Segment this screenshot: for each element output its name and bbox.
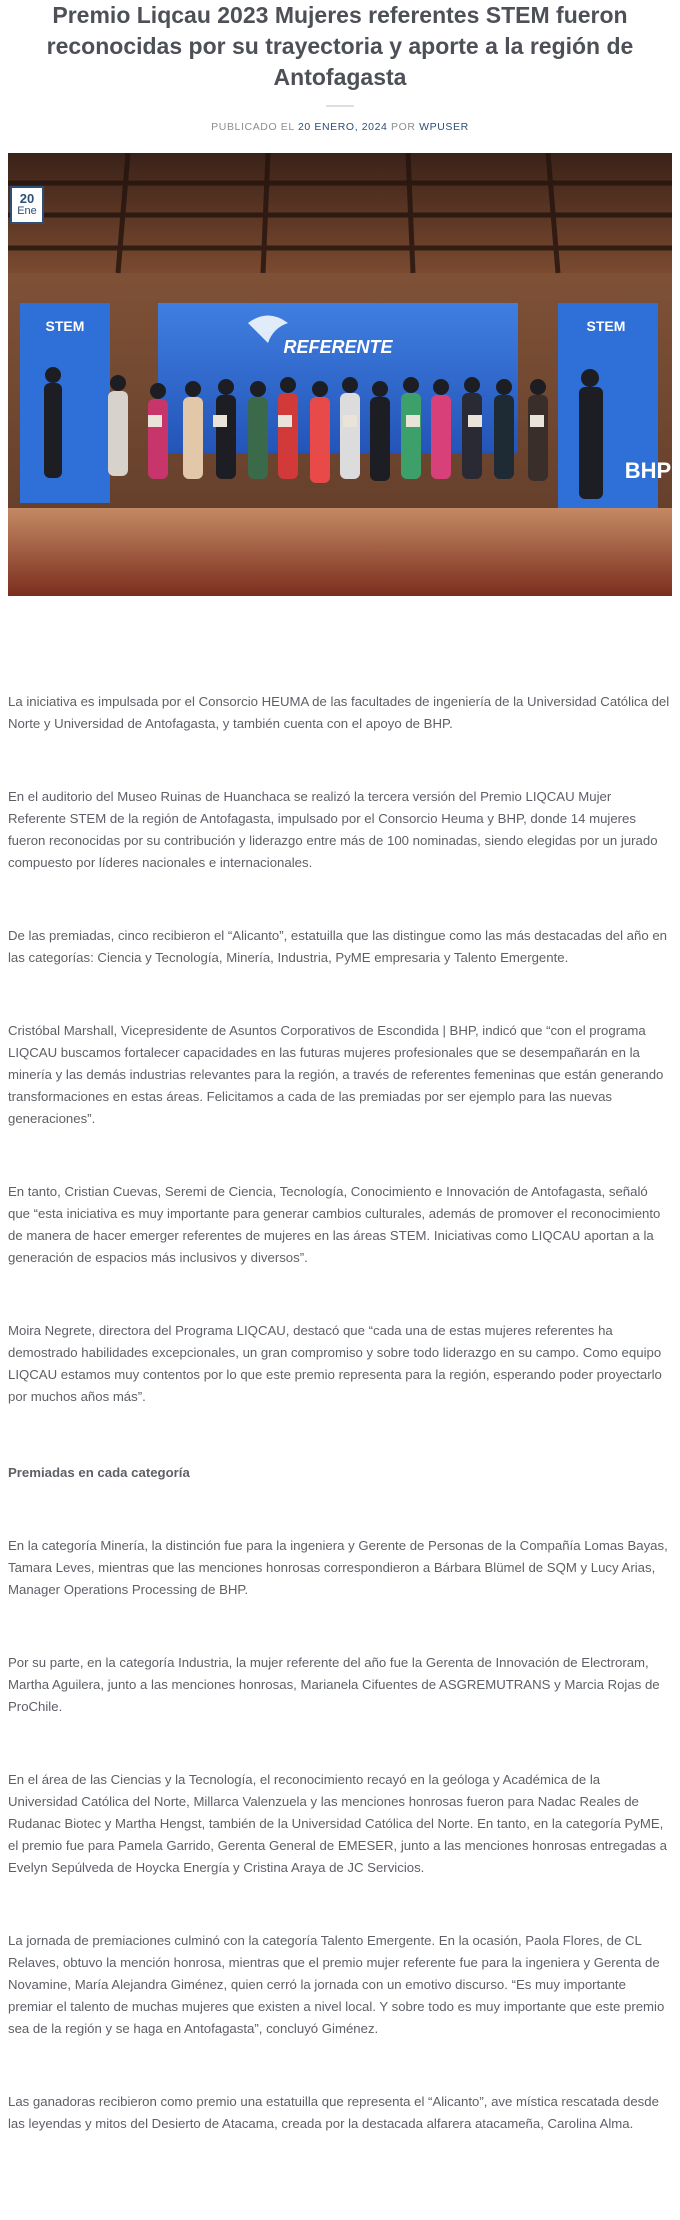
paragraph: En la categoría Minería, la distinción fue para la ingeniera y Gerente de Personas de la Compañía Lomas Bayas, Tamara Leves, mientras que las menciones honrosas correspondieron a Bárbara Blümel de SQM y Lucy Arias, Manager Operations Processing de BHP. xyxy=(8,1538,668,1597)
banner-text: REFERENTE xyxy=(283,337,393,357)
paragraph: De las premiadas, cinco recibieron el “Alicanto”, estatuilla que las distingue como las más destacadas del año en las categorías: Ciencia y Tecnología, Minería, Industria, PyME empresaria y Talento Emergente. xyxy=(8,928,667,965)
side-sign-left: STEM xyxy=(45,318,85,334)
side-sign-right: STEM xyxy=(586,318,626,334)
meta-by: POR xyxy=(391,121,416,133)
meta-prefix: PUBLICADO EL xyxy=(211,121,295,133)
paragraph: Las ganadoras recibieron como premio una estatuilla que representa el “Alicanto”, ave mística rescatada desde las leyendas y mitos del Desierto de Atacama, creada por la destacada alfarera atacameña, Carolina Alma. xyxy=(8,2094,659,2131)
post-meta xyxy=(0,121,680,133)
date-badge-day: 20 xyxy=(19,191,35,206)
paragraph: En el área de las Ciencias y la Tecnología, el reconocimiento recayó en la geóloga y Académica de la Universidad Católica del Norte, Millarca Valenzuela y las menciones honrosas fueron para Nadac Reales de Rudanac Biotec y Martha Hengst, también de la Universidad Católica del Norte. En tanto, en la categoría PyME, el premio fue para Pamela Garrido, Gerenta General de EMESER, junto a las menciones honrosas entregadas a Evelyn Sepúlveda de Hoycka Energía y Cristina Araya de JC Servicios. xyxy=(8,1772,668,1875)
paragraph: La iniciativa es impulsada por el Consorcio HEUMA de las facultades de ingeniería de la Universidad Católica del Norte y Universidad de Antofagasta, y también cuenta con el apoyo de BHP. xyxy=(8,694,670,731)
article-title: Premio Liqcau 2023 Mujeres referentes STEM fueron reconocidas por su trayectoria y aporte a la región de Antofagasta xyxy=(46,2,634,90)
corner-logo: BHP xyxy=(624,458,672,483)
title-divider xyxy=(326,105,354,107)
paragraph: En tanto, Cristian Cuevas, Seremi de Ciencia, Tecnología, Conocimiento e Innovación de Antofagasta, señaló que “esta iniciativa es muy importante para generar cambios culturales, además de promover el reconocimiento de manera de hacer emerger referentes de mujeres en las áreas STEM. Iniciativas como LIQCAU aportan a la generación de espacios más inclusivos y diversos”. xyxy=(8,1184,661,1265)
award-ceremony-photo xyxy=(8,153,672,596)
date-badge-month: Ene xyxy=(17,205,37,217)
date-badge xyxy=(10,186,44,224)
section-heading: Premiadas en cada categoría xyxy=(8,1465,190,1480)
paragraph: En el auditorio del Museo Ruinas de Huanchaca se realizó la tercera versión del Premio LIQCAU Mujer Referente STEM de la región de Antofagasta, impulsado por el Consorcio Heuma y BHP, donde 14 mujeres fueron reconocidas por su contribución y liderazgo entre más de 100 nominadas, siendo elegidas por un jurado compuesto por líderes nacionales e internacionales. xyxy=(8,789,658,870)
article-body xyxy=(0,691,680,2135)
paragraph: Por su parte, en la categoría Industria, la mujer referente del año fue la Gerenta de Innovación de Electroram, Martha Aguilera, junto a las menciones honrosas, Marianela Cifuentes de ASGREMUTRANS y Marcia Rojas de ProChile. xyxy=(8,1655,660,1714)
featured-image xyxy=(8,153,672,596)
paragraph: Cristóbal Marshall, Vicepresidente de Asuntos Corporativos de Escondida | BHP, indicó que “con el programa LIQCAU buscamos fortalecer capacidades en las futuras mujeres profesionales que se desempañarán en la minería y las demás industrias relevantes para la región, a través de referentes femeninas que están generando transformaciones en estas áreas. Felicitamos a cada de las premiadas por ser ejemplo para las nuevas generaciones”. xyxy=(8,1023,664,1126)
paragraph: La jornada de premiaciones culminó con la categoría Talento Emergente. En la ocasión, Paola Flores, de CL Relaves, obtuvo la mención honrosa, mientras que el premio mujer referente fue para la ingeniera y Gerenta de Novamine, María Alejandra Giménez, quien cerró la jornada con un emotivo discurso. “Es muy importante premiar el talento de muchas mujeres que existen a nivel local. Y sobre todo es muy importante que este premio sea de la región y se haga en Antofagasta”, concluyó Giménez. xyxy=(8,1933,665,2036)
paragraph: Moira Negrete, directora del Programa LIQCAU, destacó que “cada una de estas mujeres referentes ha demostrado habilidades excepcionales, un gran compromiso y sobre todo liderazgo en su campo. Como equipo LIQCAU estamos muy contentos por lo que este premio representa para la región, esperando poder proyectarlo por muchos años más”. xyxy=(8,1323,662,1404)
meta-date-link[interactable]: 20 ENERO, 2024 xyxy=(297,121,388,133)
meta-author-link[interactable]: WPUSER xyxy=(419,121,469,133)
